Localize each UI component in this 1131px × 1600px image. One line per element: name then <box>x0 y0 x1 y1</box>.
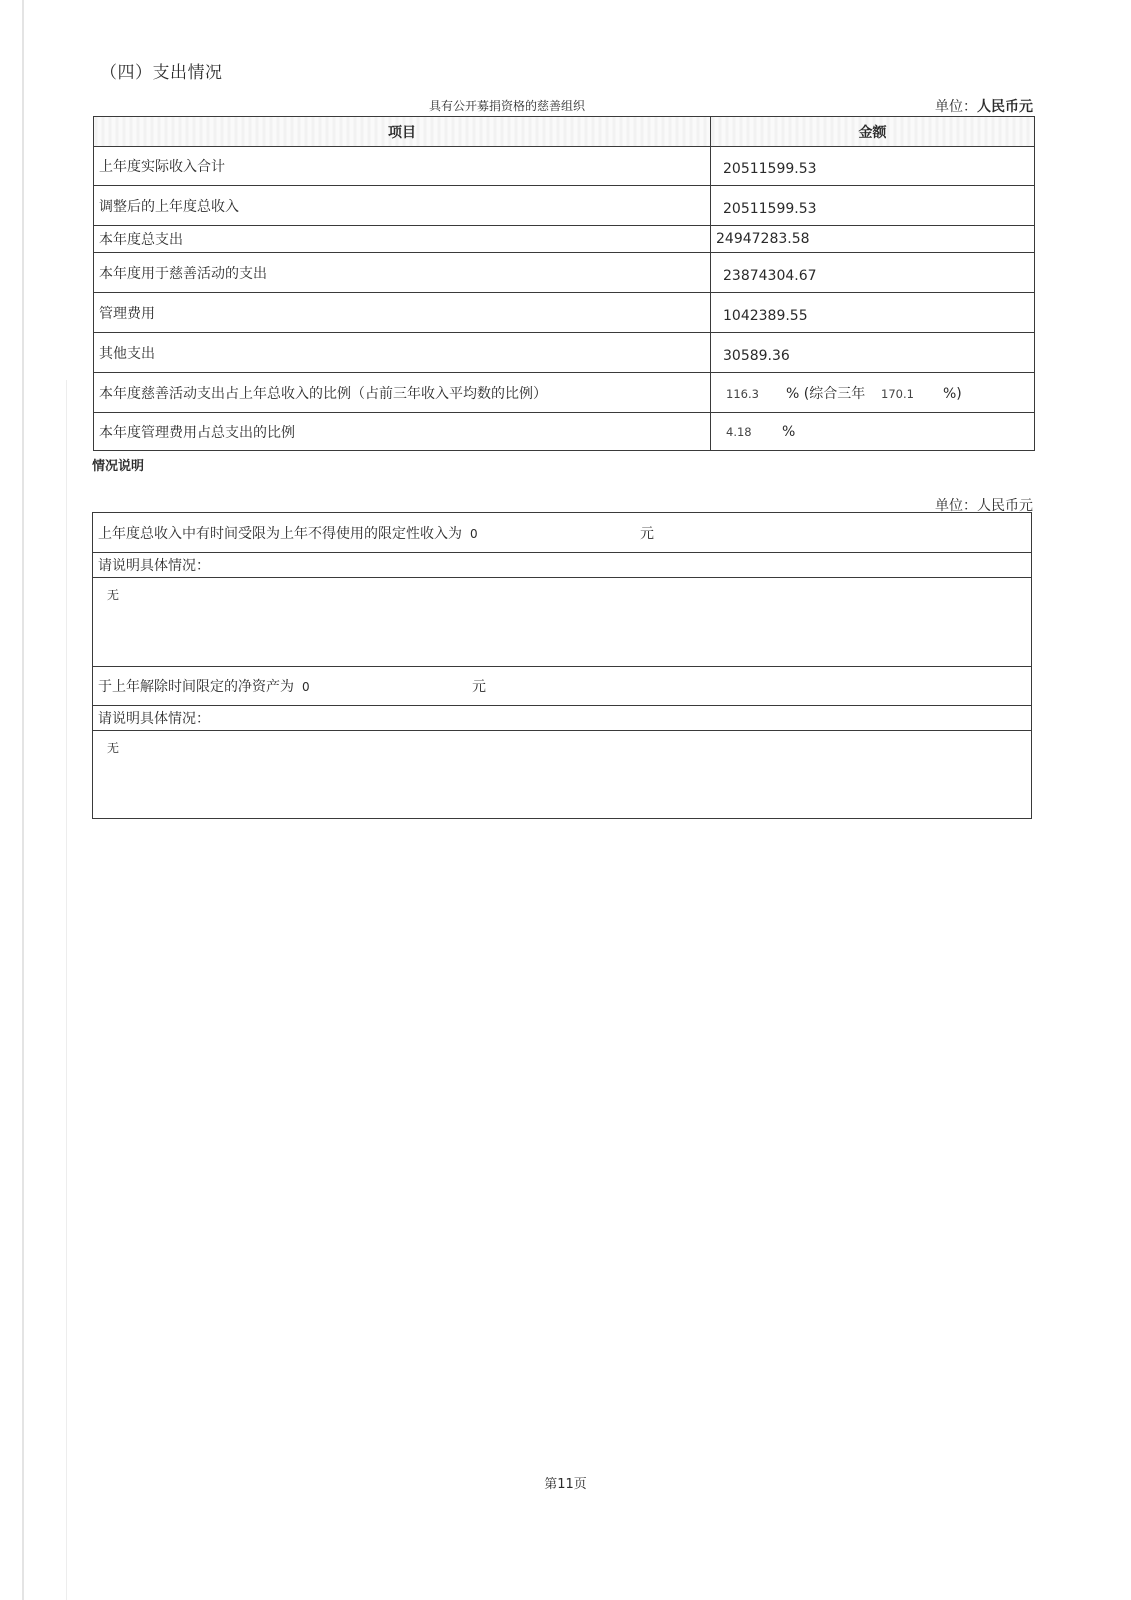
released-assets-label: 于上年解除时间限定的净资产为 <box>98 679 294 695</box>
scan-edge <box>66 380 67 1600</box>
row-label: 本年度用于慈善活动的支出 <box>94 253 711 293</box>
note-row <box>93 667 1032 706</box>
row-label: 本年度慈善活动支出占上年总收入的比例（占前三年收入平均数的比例） <box>94 373 711 413</box>
note-row <box>93 731 1032 819</box>
expenditure-table <box>93 116 1035 451</box>
table-row <box>94 147 1035 186</box>
ratio-mgmt-pct: % <box>782 423 796 440</box>
table-row <box>94 333 1035 373</box>
ratio-charity-cell <box>711 373 1035 413</box>
row-value: 20511599.53 <box>711 186 1035 226</box>
note-row <box>93 578 1032 667</box>
table-row <box>94 226 1035 253</box>
unit-label <box>935 96 1033 116</box>
table-header-row <box>94 117 1035 147</box>
explain-label: 请说明具体情况： <box>93 706 1032 731</box>
ratio-charity-value: 116.3 <box>726 386 759 401</box>
unit-label-2: 单位：人民币元 <box>935 498 1033 514</box>
restricted-income-value: 0 <box>470 526 478 541</box>
row-label: 上年度实际收入合计 <box>94 147 711 186</box>
note-row <box>93 706 1032 731</box>
table-row <box>94 253 1035 293</box>
released-explain-text: 无 <box>93 731 1032 819</box>
row-label: 本年度总支出 <box>94 226 711 253</box>
note-row <box>93 513 1032 553</box>
restricted-explain-text: 无 <box>93 578 1032 667</box>
unit-value: 人民币元 <box>977 99 1033 115</box>
table-row <box>94 413 1035 451</box>
currency-label: 元 <box>640 525 654 542</box>
currency-label: 元 <box>472 679 486 695</box>
row-label: 其他支出 <box>94 333 711 373</box>
scan-edge <box>22 0 24 1600</box>
table-row <box>94 293 1035 333</box>
ratio-avg-value: 170.1 <box>881 386 914 401</box>
row-value: 1042389.55 <box>711 293 1035 333</box>
note-row <box>93 553 1032 578</box>
released-assets-value: 0 <box>302 680 310 694</box>
released-assets-cell <box>93 667 1032 706</box>
restricted-income-label: 上年度总收入中有时间受限为上年不得使用的限定性收入为 <box>98 525 462 542</box>
notes-table <box>92 512 1032 819</box>
ratio-charity-mid: % (综合三年 <box>786 385 866 402</box>
explain-label: 请说明具体情况： <box>93 553 1032 578</box>
row-value: 24947283.58 <box>711 226 1035 253</box>
row-value: 23874304.67 <box>711 253 1035 293</box>
row-value: 30589.36 <box>711 333 1035 373</box>
row-label: 本年度管理费用占总支出的比例 <box>94 413 711 451</box>
row-label: 调整后的上年度总收入 <box>94 186 711 226</box>
ratio-mgmt-value: 4.18 <box>726 424 752 439</box>
table-row <box>94 186 1035 226</box>
org-type-label: 具有公开募捐资格的慈善组织 <box>428 99 585 113</box>
unit-prefix: 单位： <box>935 99 977 115</box>
ratio-charity-end: %) <box>943 385 962 402</box>
situation-label: 情况说明 <box>92 459 145 474</box>
section-title: （四）支出情况 <box>100 63 223 83</box>
row-value: 20511599.53 <box>711 147 1035 186</box>
restricted-income-cell <box>93 513 1032 553</box>
page-number: 第11页 <box>544 1477 587 1492</box>
row-label: 管理费用 <box>94 293 711 333</box>
ratio-mgmt-cell <box>711 413 1035 451</box>
header-item: 项目 <box>94 117 711 147</box>
table-row <box>94 373 1035 413</box>
header-amount: 金额 <box>711 117 1035 147</box>
